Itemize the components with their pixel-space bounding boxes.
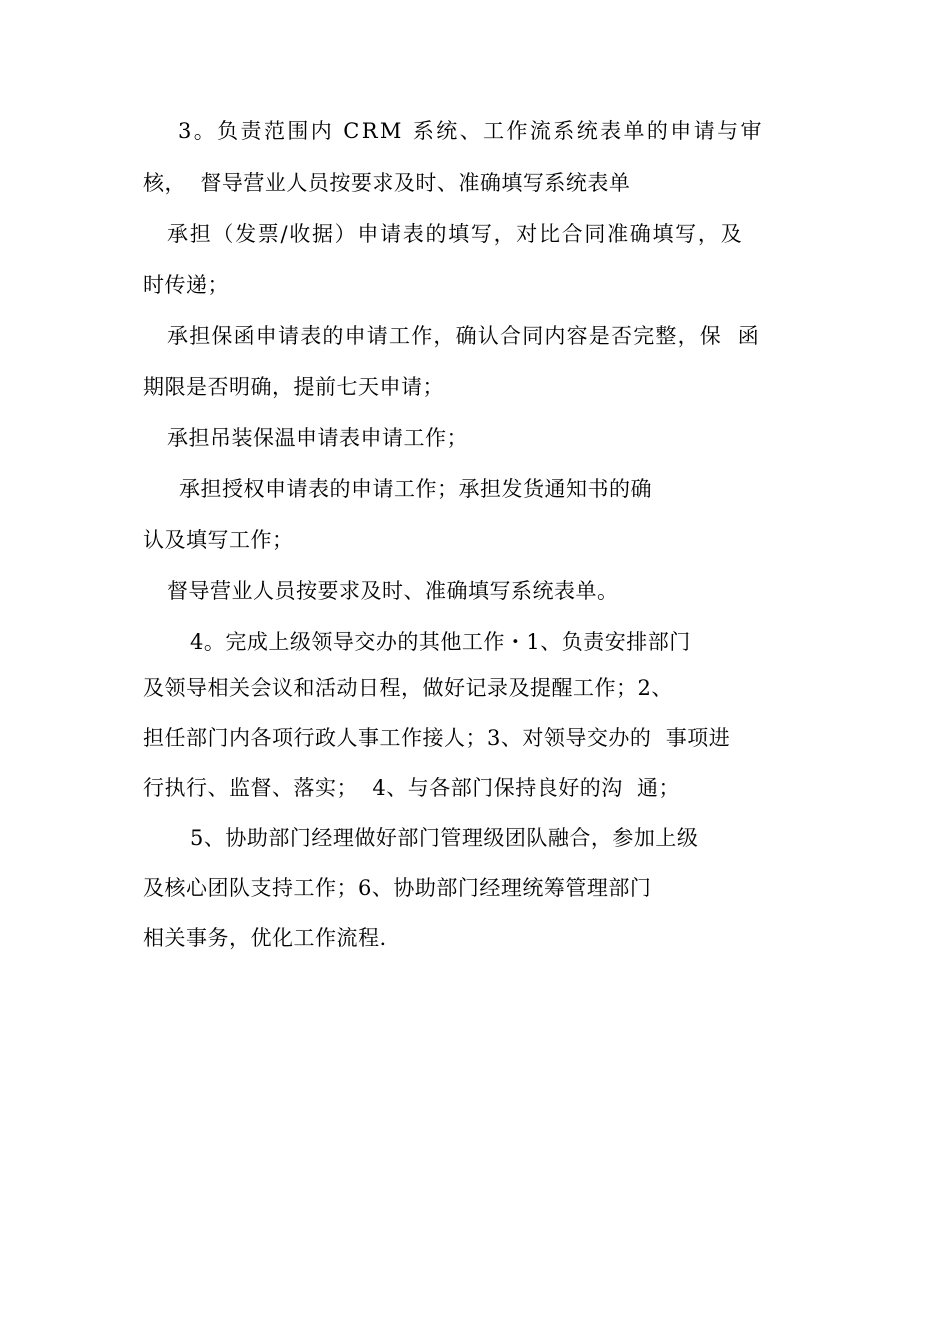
text-line: 认及填写工作； xyxy=(143,528,294,552)
text-line: 4。完成上级领导交办的其他工作・1、负责安排部门 xyxy=(190,630,691,654)
text-line: 承担吊装保温申请表申请工作； xyxy=(167,426,468,450)
text-line: 时传递； xyxy=(143,273,229,297)
text-line: 期限是否明确，提前七天申请； xyxy=(143,375,444,399)
text-line: 承担授权申请表的申请工作；承担发货通知书的确 xyxy=(179,477,652,501)
text-line: 3。负责范围内 CRM 系统、工作流系统表单的申请与审 xyxy=(178,119,764,143)
text-line: 及领导相关会议和活动日程，做好记录及提醒工作；2、 xyxy=(143,676,673,700)
text-line: 督导营业人员按要求及时、准确填写系统表单。 xyxy=(167,579,619,603)
text-line: 及核心团队支持工作；6、协助部门经理统筹管理部门 xyxy=(143,876,652,900)
text-line: 5、协助部门经理做好部门管理级团队融合，参加上级 xyxy=(190,826,699,850)
text-line: 担任部门内各项行政人事工作接人；3、对领导交办的 事项进 xyxy=(143,726,731,750)
text-line: 承担（发票/收据）申请表的填写，对比合同准确填写，及 xyxy=(167,222,744,246)
text-line: 行执行、监督、落实； 4、与各部门保持良好的沟 通； xyxy=(143,776,681,800)
text-line: 相关事务，优化工作流程. xyxy=(143,926,387,950)
text-line: 核， 督导营业人员按要求及时、准确填写系统表单 xyxy=(143,171,631,195)
text-line: 承担保函申请表的申请工作，确认合同内容是否完整，保 函 xyxy=(167,324,760,348)
